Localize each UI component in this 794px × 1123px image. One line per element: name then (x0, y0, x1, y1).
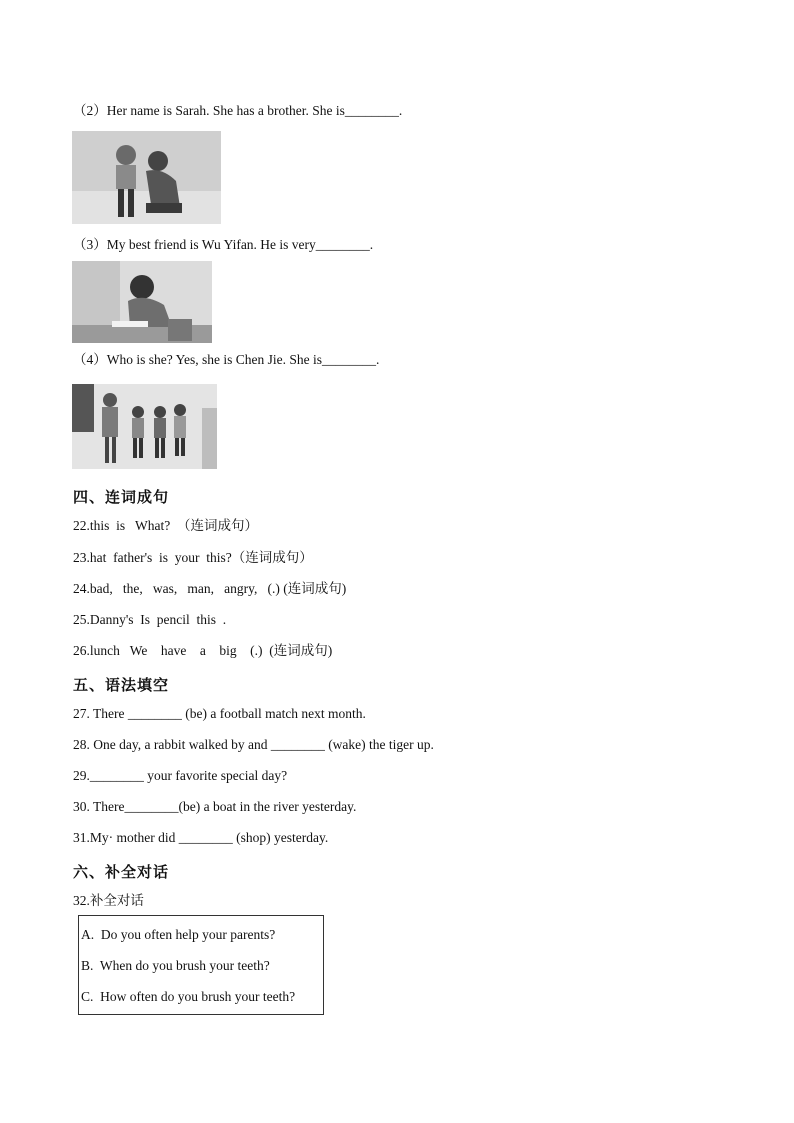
question-item-4: （4）Who is she? Yes, she is Chen Jie. She is________. (73, 352, 380, 367)
section-heading-4: 四、连词成句 (73, 488, 170, 506)
question-item-3: （3）My best friend is Wu Yifan. He is very________. (73, 237, 374, 252)
question-item-27: 27. There ________ (be) a football match next month. (73, 706, 366, 721)
option-a: A. Do you often help your parents? (81, 927, 276, 942)
question-item-31: 31.My· mother did ________ (shop) yesterday. (73, 830, 329, 845)
option-c: C. How often do you brush your teeth? (81, 989, 296, 1004)
question-item-29: 29.________ your favorite special day? (73, 768, 288, 783)
question-item-2: （2）Her name is Sarah. She has a brother. She is________. (73, 103, 403, 118)
option-b: B. When do you brush your teeth? (81, 958, 270, 973)
section-heading-6: 六、补全对话 (73, 863, 170, 881)
picture-sarah-and-brother (72, 131, 221, 224)
picture-chen-jie-with-classmates (72, 384, 217, 469)
question-item-23: 23.hat father's is your this?（连词成句） (73, 550, 313, 565)
question-item-24: 24.bad, the, was, man, angry, (.) (连词成句) (73, 581, 347, 596)
options-box (78, 915, 324, 1015)
question-item-30: 30. There________(be) a boat in the river yesterday. (73, 799, 357, 814)
question-item-25: 25.Danny's Is pencil this . (73, 612, 227, 627)
picture-wu-yifan-studying (72, 261, 212, 343)
question-item-22: 22.this is What? （连词成句） (73, 518, 258, 533)
question-item-26: 26.lunch We have a big (.) (连词成句) (73, 643, 333, 658)
question-item-32: 32.补全对话 (73, 893, 144, 908)
question-item-28: 28. One day, a rabbit walked by and ________ (wake) the tiger up. (73, 737, 434, 752)
section-heading-5: 五、语法填空 (73, 676, 170, 694)
